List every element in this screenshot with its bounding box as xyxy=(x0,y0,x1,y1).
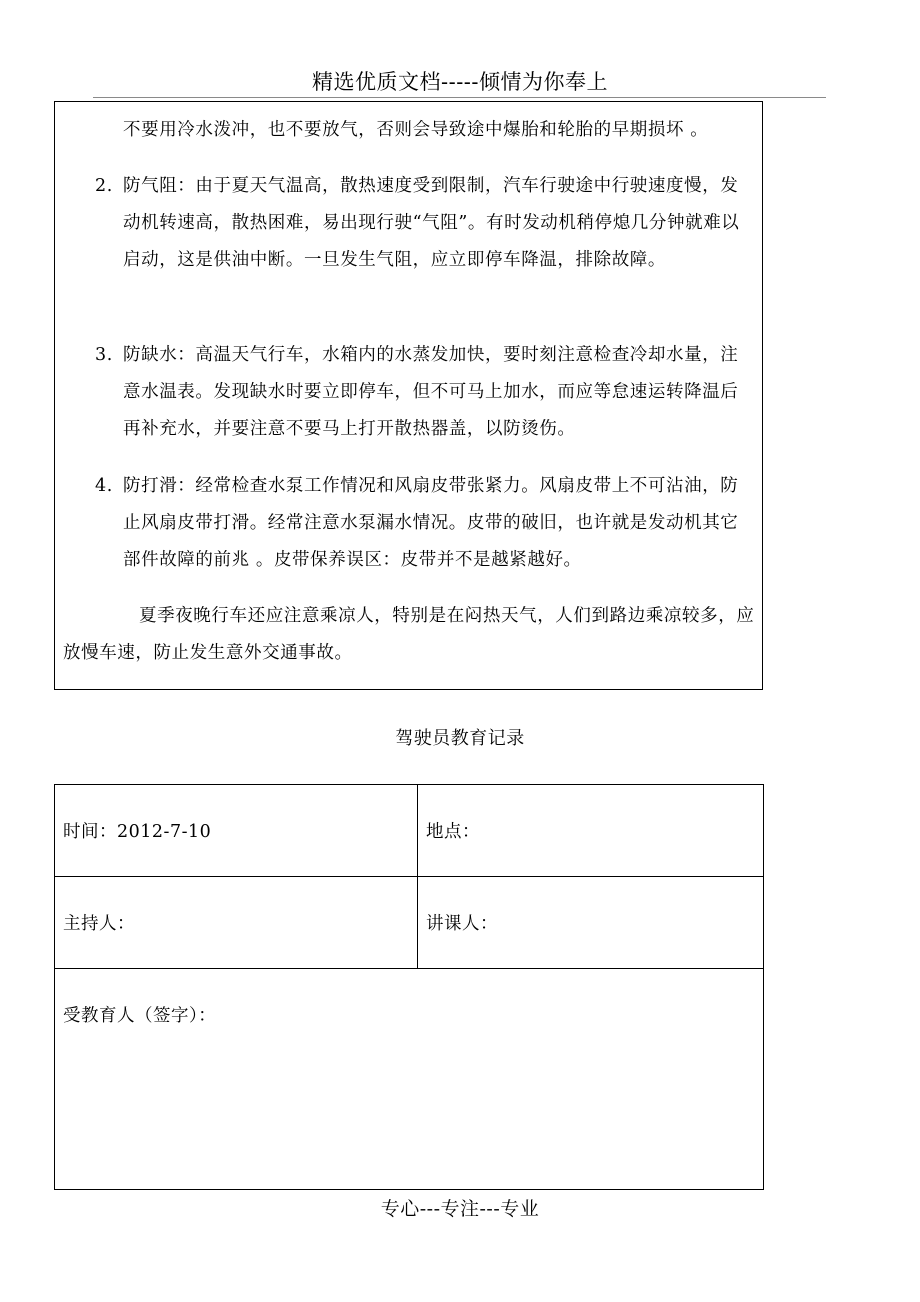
host-cell: 主持人： xyxy=(55,877,418,969)
record-title: 驾驶员教育记录 xyxy=(395,728,525,749)
list-item-number: 2. xyxy=(95,176,113,196)
continuation-paragraph: 不要用冷水泼冲，也不要放气，否则会导致途中爆胎和轮胎的早期损坏 。 xyxy=(123,120,709,140)
time-cell: 时间：2012-7-10 xyxy=(55,785,418,877)
record-table xyxy=(54,784,764,1190)
summer-note-paragraph: 夏季夜晚行车还应注意乘凉人，特别是在闷热天气，人们到路边乘凉较多，应放慢车速，防止发生意外交通事故。 xyxy=(63,606,755,663)
page-header-title: 精选优质文档-----倾情为你奉上 xyxy=(312,70,608,94)
list-item-text: 防缺水：高温天气行车，水箱内的水蒸发加快，要时刻注意检查冷却水量，注意水温表。发现缺水时要立即停车，但不可马上加水，而应等怠速运转降温后再补充水，并要注意不要马上打开散热器盖，以防烫伤。 xyxy=(123,345,739,439)
signature-cell: 受教育人（签字）： xyxy=(63,1006,217,1026)
list-item xyxy=(95,468,755,579)
page-footer: 专心---专注---专业 xyxy=(380,1198,540,1220)
list-item xyxy=(95,168,755,279)
list-item xyxy=(95,337,755,448)
place-cell: 地点： xyxy=(418,785,763,877)
list-item-number: 3. xyxy=(95,345,113,365)
list-item-text: 防打滑：经常检查水泵工作情况和风扇皮带张紧力。风扇皮带上不可沾油，防止风扇皮带打滑。经常注意水泵漏水情况。皮带的破旧，也许就是发动机其它部件故障的前兆 。皮带保养误区：皮带并不是越紧越好。 xyxy=(123,476,739,570)
lecturer-cell: 讲课人： xyxy=(418,877,763,969)
content-box xyxy=(54,101,763,690)
list-item-number: 4. xyxy=(95,476,113,496)
header-divider xyxy=(93,97,826,98)
list-item-text: 防气阻：由于夏天气温高，散热速度受到限制，汽车行驶途中行驶速度慢，发动机转速高，散热困难，易出现行驶“气阻”。有时发动机稍停熄几分钟就难以启动，这是供油中断。一旦发生气阻，应立即停车降温，排除故障。 xyxy=(123,176,740,270)
